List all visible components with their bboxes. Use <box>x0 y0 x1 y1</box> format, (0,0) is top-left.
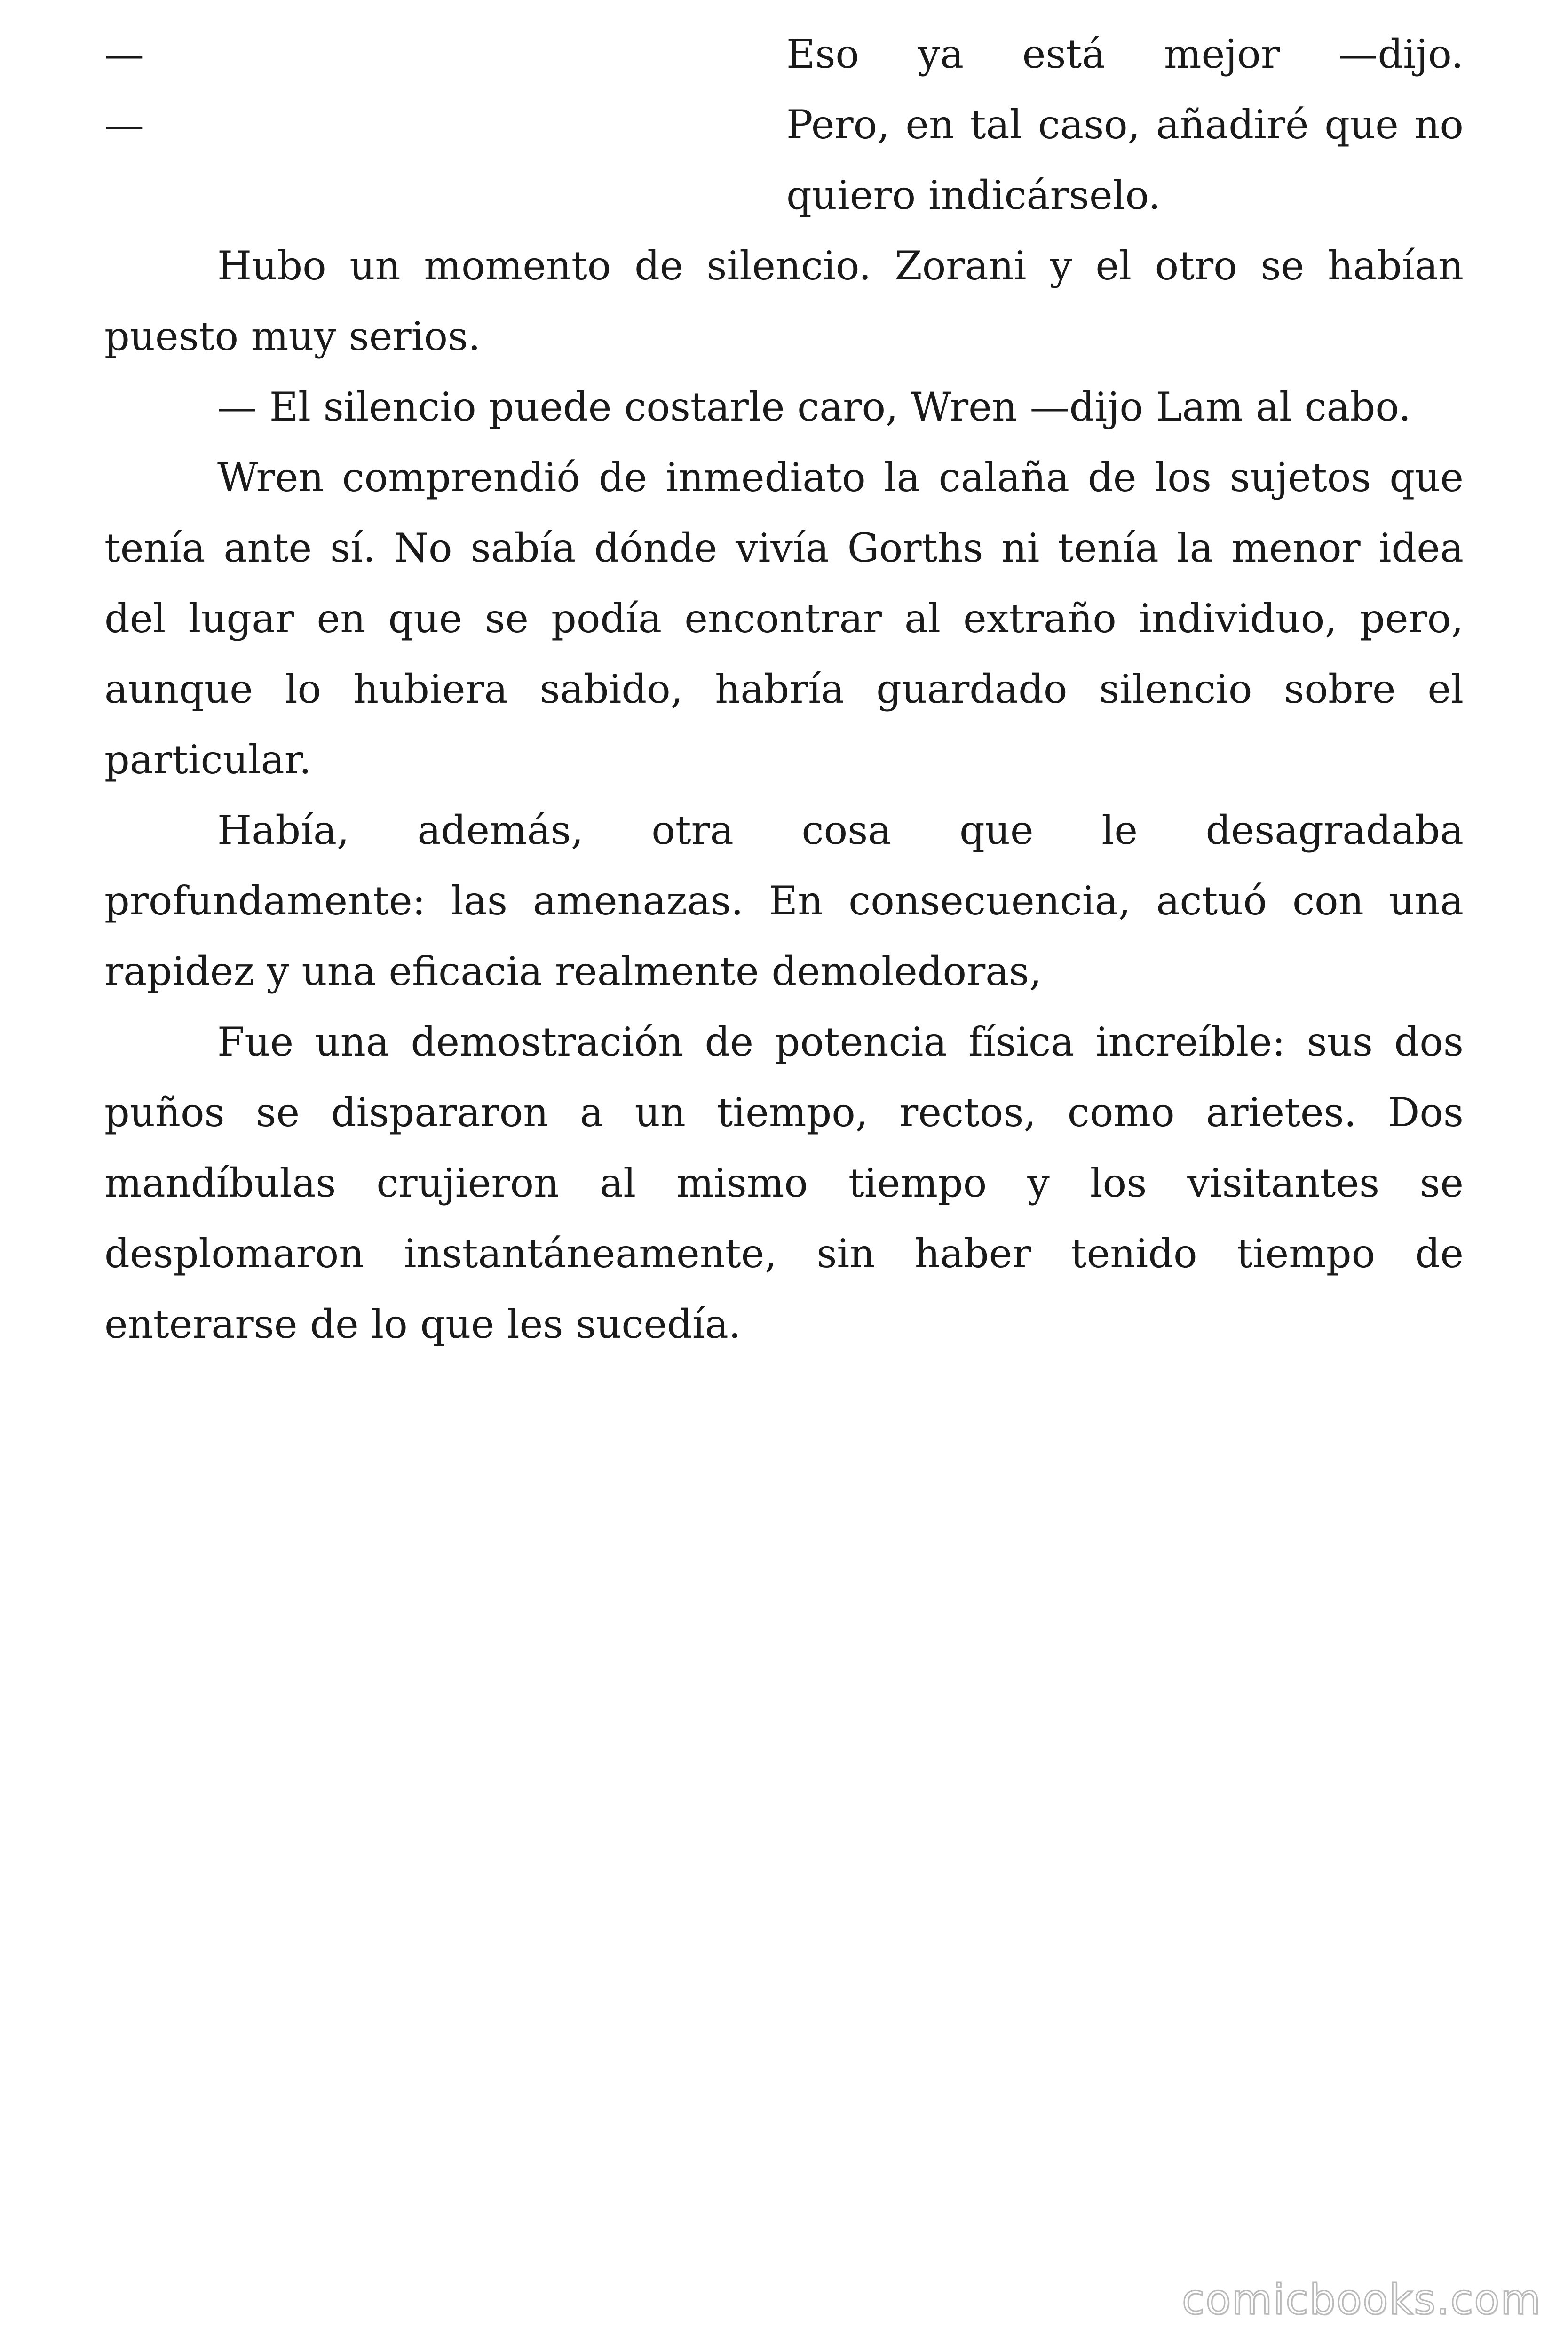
page-body <box>104 19 1464 1359</box>
dialogue-dash: — <box>104 31 144 77</box>
paragraph: Fue una demostración de potencia física increíble: sus dos puños se dispararon a un tiempo, rectos, como arietes. Dos mandíbulas crujieron al mismo tiempo y los visitantes se desplomaron instantáneamente, sin haber tenido tiempo de enterarse de lo que les sucedía. <box>104 1019 1464 1347</box>
dialogue-text: Eso ya está mejor —dijo. <box>786 31 1464 77</box>
dialogue-row <box>104 160 1464 230</box>
paragraph: Wren comprendió de inmediato la calaña de los sujetos que tenía ante sí. No sabía dónde vivía Gorths ni tenía la menor idea del lugar en que se podía encontrar al extraño individuo, pero, aunque lo hubiera sabido, habría guardado silencio sobre el particular. <box>104 454 1464 783</box>
watermark: comicbooks.com <box>1181 2275 1542 2324</box>
paragraph: Hubo un momento de silencio. Zorani y el otro se habían puesto muy serios. <box>104 243 1464 359</box>
dialogue-row <box>104 89 1464 160</box>
dialogue-dash: — <box>104 102 144 148</box>
dialogue-row <box>104 19 1464 89</box>
dialogue-text: quiero indicárselo. <box>786 172 1161 218</box>
paragraph: — El silencio puede costarle caro, Wren —dijo Lam al cabo. <box>217 384 1411 430</box>
paragraph: Había, además, otra cosa que le desagradaba profundamente: las amenazas. En consecuencia, actuó con una rapidez y una eficacia realmente demoledoras, <box>104 807 1464 994</box>
dialogue-text: Pero, en tal caso, añadiré que no <box>786 102 1464 148</box>
